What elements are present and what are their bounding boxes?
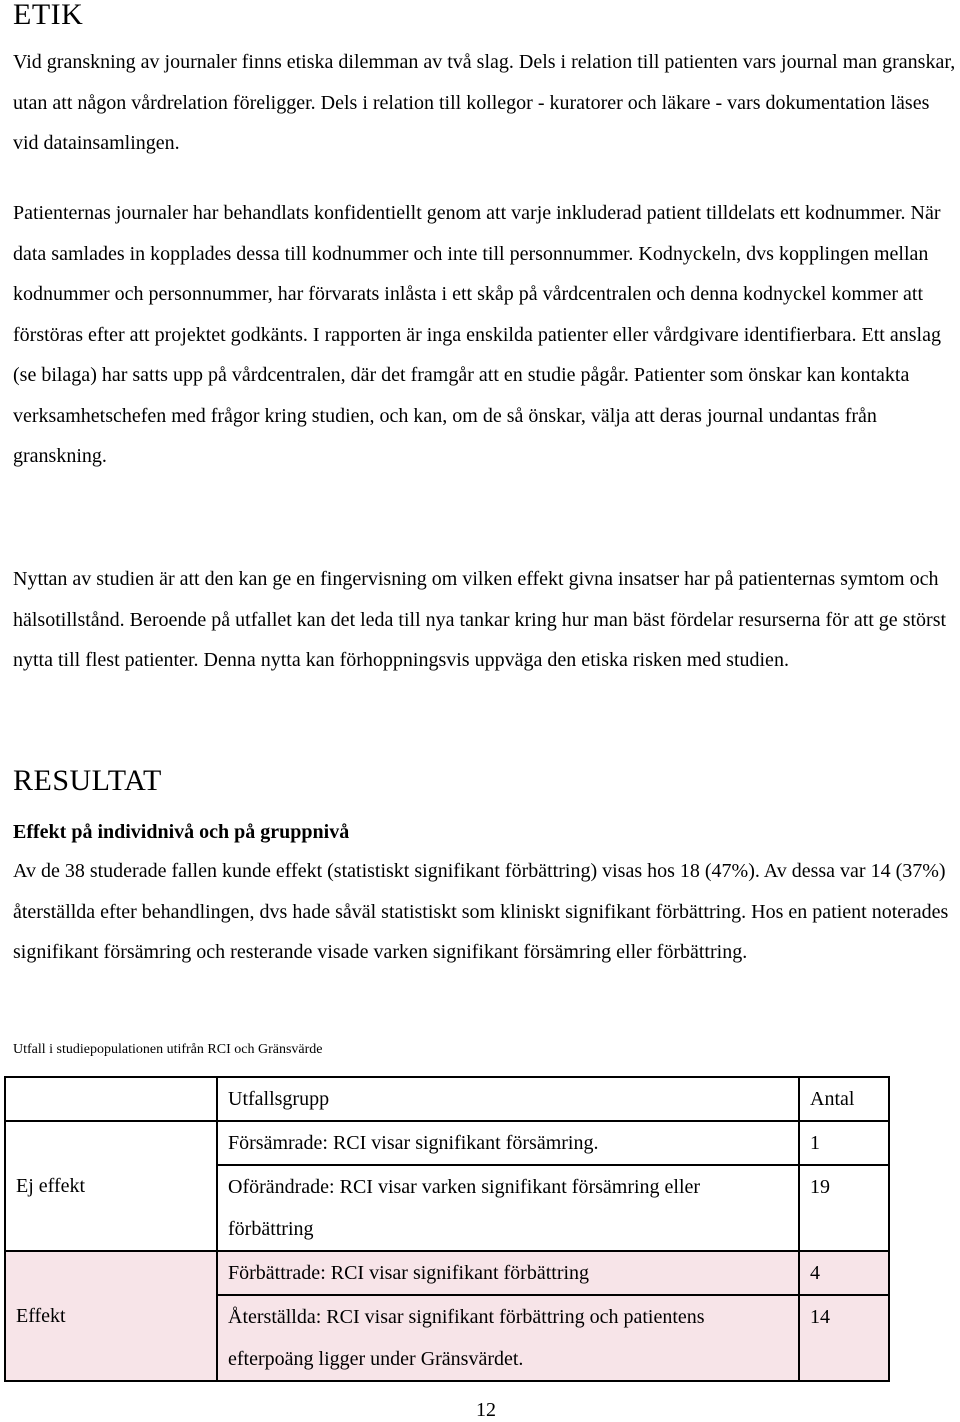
section-heading-etik: ETIK [13,0,84,31]
subheading: Effekt på individnivå och på gruppnivå [13,821,350,843]
outcome-cell: Förbättrade: RCI visar signifikant förbättring [217,1251,799,1295]
count-cell: 19 [799,1165,889,1251]
etik-paragraph-3: Nyttan av studien är att den kan ge en fingervisning om vilken effekt givna insatser har på patienternas symtom och hälsotillstånd. Beroende på utfallet kan det leda till nya tankar kring hur man bäst fördelar resurserna för att ge störst nytta till flest patienter. Denna nytta kan förhoppningsvis uppväga den etiska risken med studien. [13,568,947,671]
table-header-count: Antal [799,1077,889,1121]
etik-paragraph-1: Vid granskning av journaler finns etiska dilemman av två slag. Dels i relation till patienten vars journal man granskar, utan att någon vårdrelation föreligger. Dels i relation till kollegor - kuratorer och läkare - vars dokumentation läses vid datainsamlingen. [13,51,956,154]
table-row [5,1251,889,1295]
outcome-table [4,1076,890,1382]
count-cell: 14 [799,1295,889,1381]
count-cell: 1 [799,1121,889,1165]
outcome-cell: Försämrade: RCI visar signifikant försämring. [217,1121,799,1165]
etik-paragraph-2: Patienternas journaler har behandlats konfidentiellt genom att varje inkluderad patient tilldelats ett kodnummer. När data samlades in kopplades dessa till kodnummer och inte till personnummer. Kodnyckeln, dvs kopplingen mellan kodnummer och personnummer, har förvarats inlåsta i ett skåp på vårdcentralen och denna kodnyckel kommer att förstöras efter att projektet godkänts. I rapporten är inga enskilda patienter eller vårdgivare identifierbara. Ett anslag (se bilaga) har satts upp på vårdcentralen, där det framgår att en studie pågår. Patienter som önskar kan kontakta verksamhetschefen med frågor kring studien, och kan, om de så önskar, välja att deras journal undantas från granskning. [13,202,941,467]
table-caption: Utfall i studiepopulationen utifrån RCI och Gränsvärde [13,1042,323,1057]
table-header-empty-cell [5,1077,217,1121]
group-label-effekt: Effekt [5,1251,217,1381]
resultat-paragraph: Av de 38 studerade fallen kunde effekt (statistiskt signifikant förbättring) visas hos 18 (47%). Av dessa var 14 (37%) återställda efter behandlingen, dvs hade såväl statistiskt som kliniskt signifikant förbättring. Hos en patient noterades signifikant försämring och resterande visade varken signifikant försämring eller förbättring. [13,860,949,963]
table-header-outcome: Utfallsgrupp [217,1077,799,1121]
section-heading-resultat: RESULTAT [13,764,162,797]
page-number: 12 [476,1399,496,1421]
table-row [5,1121,889,1165]
count-cell: 4 [799,1251,889,1295]
outcome-cell: Återställda: RCI visar signifikant förbättring och patientens efterpoäng ligger under Gränsvärdet. [217,1295,799,1381]
group-label-ej-effekt: Ej effekt [5,1121,217,1251]
table-header-row [5,1077,889,1121]
outcome-cell: Oförändrade: RCI visar varken signifikant försämring eller förbättring [217,1165,799,1251]
